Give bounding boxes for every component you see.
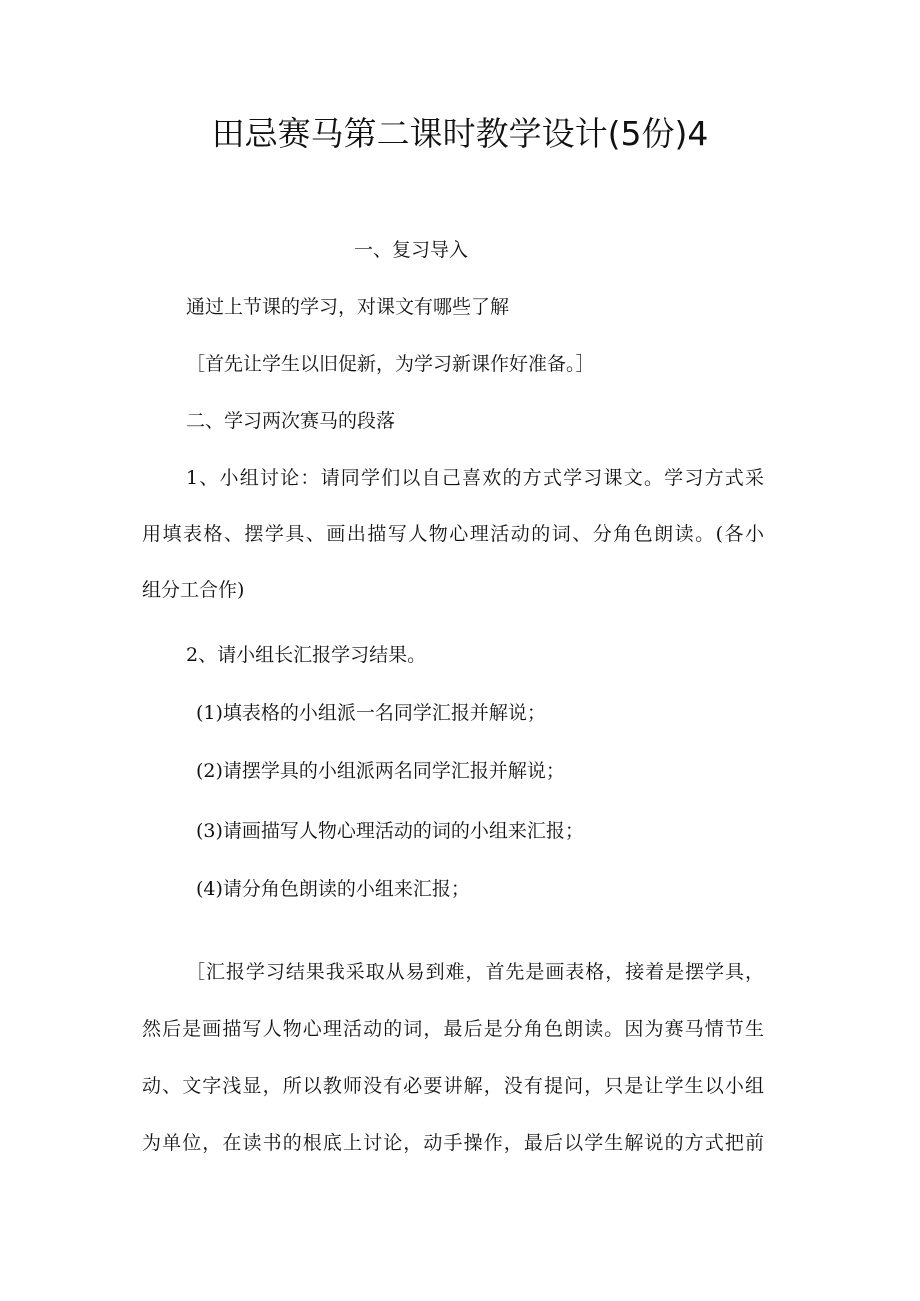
sub-item-1: (1)填表格的小组派一名同学汇报并解说；: [196, 702, 546, 724]
step1-line3: 组分工合作): [142, 579, 245, 601]
section2-heading: 二、学习两次赛马的段落: [186, 410, 396, 432]
commentary-line4: 为单位，在读书的根底上讨论，动手操作，最后以学生解说的方式把前: [142, 1132, 764, 1154]
page-title: 田忌赛马第二课时教学设计(5份)4: [211, 114, 709, 153]
sub-item-4: (4)请分角色朗读的小组来汇报；: [196, 878, 470, 900]
commentary-line2: 然后是画描写人物心理活动的词，最后是分角色朗读。因为赛马情节生: [142, 1018, 764, 1040]
commentary-line1: ［汇报学习结果我采取从易到难，首先是画表格，接着是摆学具，: [186, 961, 764, 983]
step2-text: 2、请小组长汇报学习结果。: [186, 644, 427, 666]
step1-line2: 用填表格、摆学具、画出描写人物心理活动的词、分角色朗读。(各小: [142, 523, 764, 545]
section1-note: ［首先让学生以旧促新，为学习新课作好准备。］: [186, 353, 595, 375]
sub-item-3: (3)请画描写人物心理活动的词的小组来汇报；: [196, 820, 584, 842]
step1-line1: 1、小组讨论：请同学们以自己喜欢的方式学习课文。学习方式采: [186, 467, 764, 489]
section1-question: 通过上节课的学习，对课文有哪些了解: [186, 296, 510, 318]
commentary-line3: 动、文字浅显，所以教师没有必要讲解，没有提问，只是让学生以小组: [142, 1075, 764, 1097]
sub-item-2: (2)请摆学具的小组派两名同学汇报并解说；: [196, 760, 565, 782]
section1-heading: 一、复习导入: [354, 239, 469, 261]
